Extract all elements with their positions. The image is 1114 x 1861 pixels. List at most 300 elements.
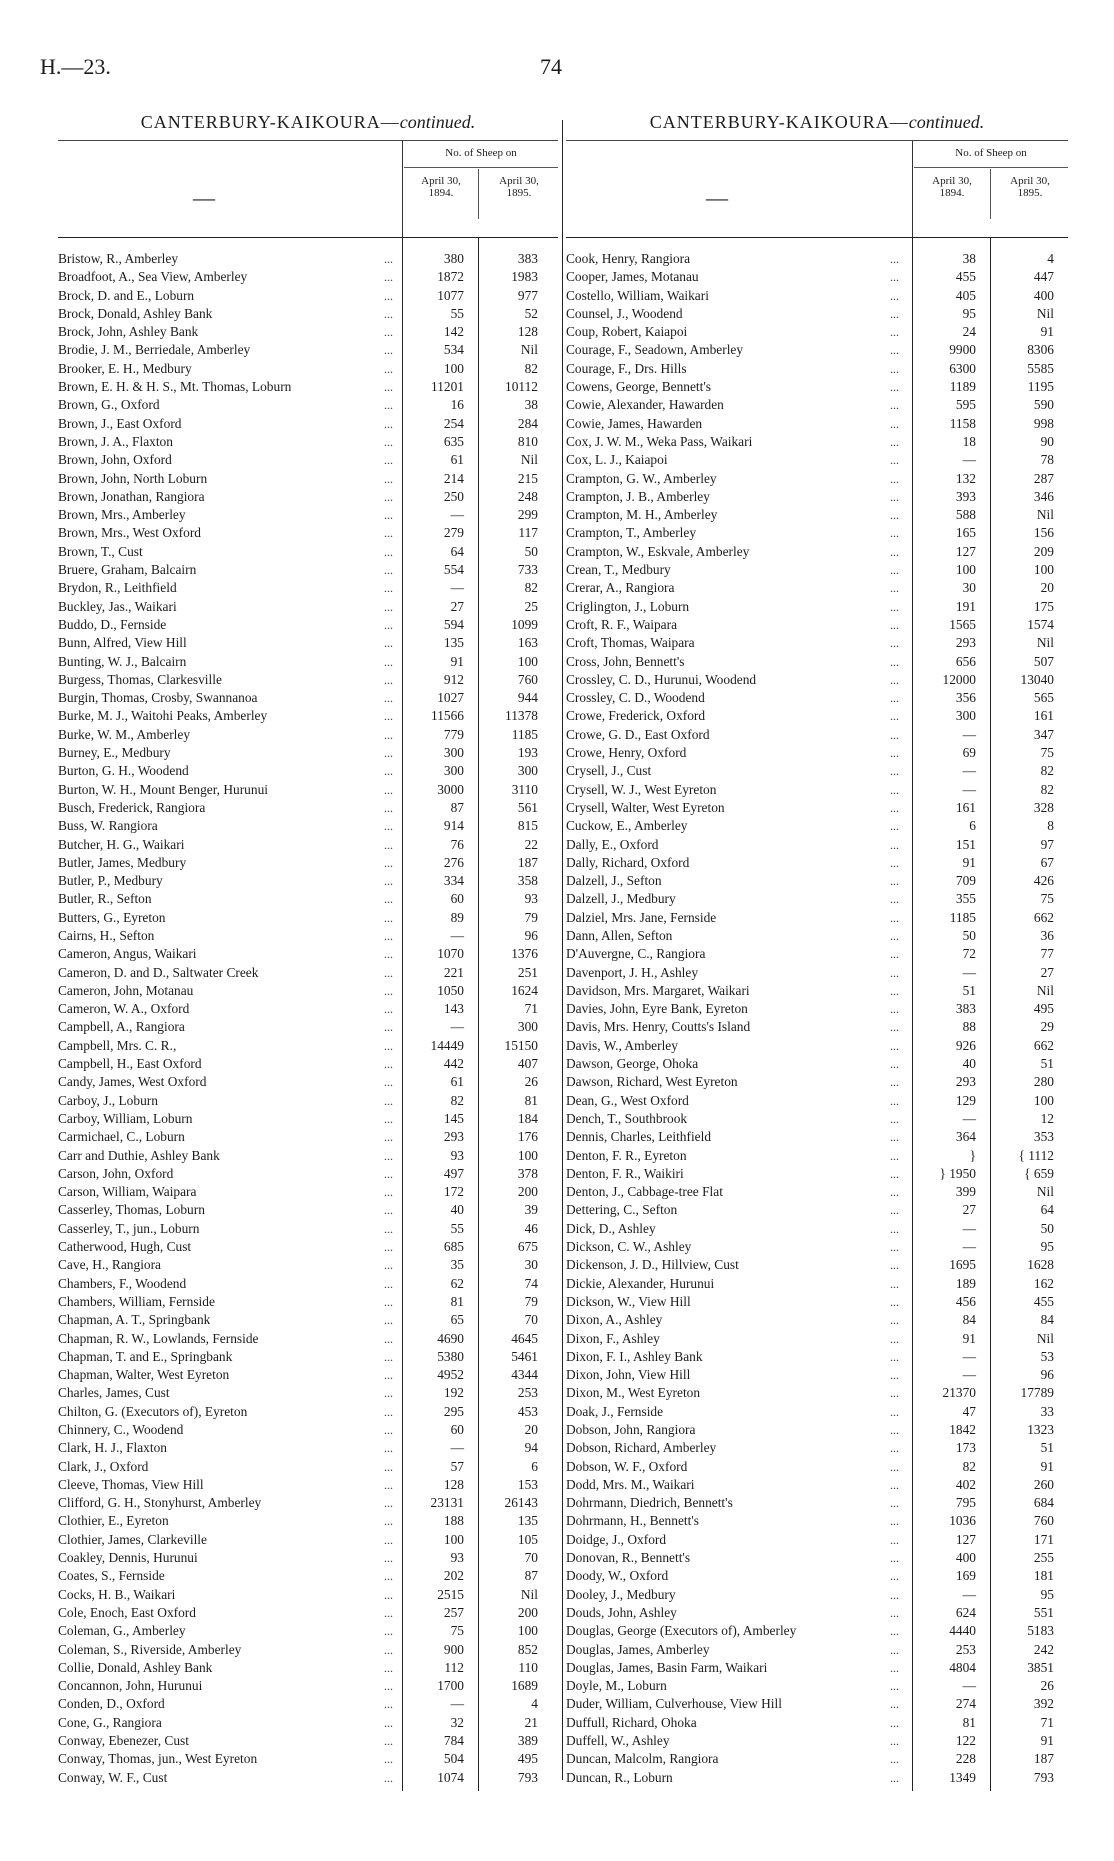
table-row	[58, 1183, 558, 1201]
table-row	[58, 964, 558, 982]
table-row	[58, 1201, 558, 1219]
sheep-1894: 60	[450, 891, 464, 907]
owner-name: Brown, John, Oxford	[58, 452, 172, 468]
table-row	[58, 671, 558, 689]
leader-dots: ...	[890, 928, 899, 943]
owner-name: Chambers, William, Fernside	[58, 1293, 215, 1309]
leader-dots: ...	[890, 1002, 899, 1017]
sheep-1895: 100	[517, 653, 538, 669]
owner-name: Butler, P., Medbury	[58, 873, 163, 889]
leader-dots: ...	[384, 983, 393, 998]
sheep-1894: 257	[443, 1604, 464, 1620]
owner-name: Croft, Thomas, Waipara	[566, 635, 695, 651]
sheep-1894: 127	[955, 1531, 976, 1547]
table-row	[58, 1330, 558, 1348]
table-row	[566, 1494, 1068, 1512]
sheep-1895: 176	[517, 1129, 538, 1145]
sheep-1895: 156	[1033, 525, 1054, 541]
table-row	[58, 1531, 558, 1549]
table-row	[566, 341, 1068, 359]
table-row	[58, 1732, 558, 1750]
table-row	[58, 1348, 558, 1366]
leader-dots: ...	[890, 1734, 899, 1749]
leader-dots: ...	[384, 672, 393, 687]
owner-name: Dalzell, J., Sefton	[566, 873, 662, 889]
table-row	[566, 817, 1068, 835]
table-row	[58, 543, 558, 561]
owner-name: Dalziel, Mrs. Jane, Fernside	[566, 909, 717, 925]
leader-dots: ...	[890, 434, 899, 449]
sheep-1894: 1070	[437, 946, 464, 962]
leader-dots: ...	[384, 325, 393, 340]
table-row	[566, 909, 1068, 927]
sheep-1894: 55	[450, 305, 464, 321]
sheep-1895: 495	[517, 1751, 538, 1767]
owner-name: Chapman, A. T., Springbank	[58, 1312, 211, 1328]
leader-dots: ...	[890, 1313, 899, 1328]
leader-dots: ...	[384, 1294, 393, 1309]
table-row	[58, 707, 558, 725]
sheep-1894: 87	[450, 799, 464, 815]
sheep-1895: 181	[1033, 1568, 1054, 1584]
leader-dots: ...	[384, 1240, 393, 1255]
owner-name: Conden, D., Oxford	[58, 1696, 165, 1712]
leader-dots: ...	[384, 398, 393, 413]
leader-dots: ...	[384, 654, 393, 669]
table-row	[566, 1586, 1068, 1604]
sheep-1895: 91	[1040, 324, 1054, 340]
leader-dots: ...	[384, 892, 393, 907]
table-row	[58, 1256, 558, 1274]
sheep-1894: 293	[443, 1129, 464, 1145]
sheep-1895: 1195	[1027, 379, 1054, 395]
table-row	[566, 799, 1068, 817]
sheep-1895: 453	[517, 1403, 538, 1419]
owner-name: Croft, R. F., Waipara	[566, 616, 678, 632]
leader-dots: ...	[890, 1404, 899, 1419]
sheep-1895: 26	[1040, 1678, 1054, 1694]
leader-dots: ...	[890, 489, 899, 504]
sheep-1894: 784	[443, 1733, 464, 1749]
sheep-1894: 84	[962, 1312, 976, 1328]
table-row	[58, 561, 558, 579]
leader-dots: ...	[384, 782, 393, 797]
sheep-1894: —	[962, 452, 976, 468]
leader-dots: ...	[384, 270, 393, 285]
table-row	[58, 653, 558, 671]
table-row	[566, 1567, 1068, 1585]
owner-name: Dickson, C. W., Ashley	[566, 1239, 692, 1255]
sheep-1895: 6	[531, 1458, 538, 1474]
sheep-1895: 1323	[1027, 1422, 1054, 1437]
sheep-1895: 105	[517, 1531, 538, 1547]
owner-name: Burke, W. M., Amberley	[58, 726, 191, 742]
leader-dots: ...	[890, 1770, 899, 1785]
left-column-title: CANTERBURY-KAIKOURA—continued.	[140, 112, 476, 132]
leader-dots: ...	[890, 1368, 899, 1383]
sheep-1894: 27	[962, 1202, 976, 1218]
sheep-1894: 82	[450, 1092, 464, 1108]
leader-dots: ...	[384, 1532, 393, 1547]
owner-name: Douds, John, Ashley	[566, 1604, 677, 1620]
owner-name: Carson, William, Waipara	[58, 1184, 197, 1200]
sheep-1895: 91	[1040, 1733, 1054, 1749]
sheep-1895: 46	[524, 1220, 538, 1236]
owner-name: Buckley, Jas., Waikari	[58, 598, 177, 614]
sheep-1894: 1077	[437, 287, 464, 303]
owner-name: Cowie, James, Hawarden	[566, 415, 703, 431]
owner-name: Clothier, James, Clarkeville	[58, 1531, 207, 1547]
sheep-1894: —	[450, 927, 464, 943]
sheep-1894: 442	[443, 1056, 464, 1072]
sheep-1894: 89	[450, 909, 464, 925]
owner-name: Cook, Henry, Rangiora	[566, 251, 691, 266]
sheep-1894: 221	[443, 964, 464, 980]
sheep-1894: 594	[443, 616, 464, 632]
leader-dots: ...	[384, 380, 393, 395]
table-row	[58, 433, 558, 451]
sheep-1895: Nil	[1036, 1184, 1054, 1200]
sheep-1894: 21370	[942, 1385, 976, 1401]
leader-dots: ...	[384, 1258, 393, 1273]
leader-dots: ...	[384, 1587, 393, 1602]
leader-dots: ...	[890, 965, 899, 980]
table-row	[566, 634, 1068, 652]
table-row	[58, 1110, 558, 1128]
sheep-1894: 60	[450, 1422, 464, 1437]
table-row	[566, 360, 1068, 378]
sheep-1895: 100	[517, 1623, 538, 1639]
sheep-1894: 1027	[437, 690, 464, 706]
sheep-1894: 253	[955, 1641, 976, 1657]
leader-dots: ...	[890, 617, 899, 632]
leader-dots: ...	[890, 471, 899, 486]
leader-dots: ...	[890, 563, 899, 578]
owner-name: Butcher, H. G., Waikari	[58, 836, 185, 852]
sheep-1894: 1565	[949, 616, 976, 632]
sheep-1894: 91	[450, 653, 464, 669]
owner-name: Crampton, M. H., Amberley	[566, 507, 718, 523]
sheep-1894: 624	[955, 1604, 976, 1620]
owner-name: Cone, G., Rangiora	[58, 1714, 162, 1730]
leader-dots: ...	[890, 672, 899, 687]
owner-name: Dixon, F. I., Ashley Bank	[566, 1348, 703, 1364]
table-row	[566, 872, 1068, 890]
sheep-1894: 4952	[437, 1367, 464, 1383]
leader-dots: ...	[384, 1715, 393, 1730]
owner-name: Cox, L. J., Kaiapoi	[566, 452, 668, 468]
leader-dots: ...	[890, 380, 899, 395]
sheep-1895: 662	[1033, 909, 1054, 925]
table-row	[58, 1659, 558, 1677]
sheep-1895: 36	[1040, 927, 1054, 943]
sheep-1894: 135	[443, 635, 464, 651]
owner-name: Cameron, John, Motanau	[58, 982, 194, 998]
sheep-1894: 293	[955, 1074, 976, 1090]
leader-dots: ...	[384, 947, 393, 962]
sheep-1894: 274	[955, 1696, 976, 1712]
leader-dots: ...	[384, 1551, 393, 1566]
sheep-1895: 4645	[511, 1330, 538, 1346]
owner-name: Burton, W. H., Mount Benger, Hurunui	[58, 781, 268, 797]
sheep-1894: 1842	[949, 1422, 976, 1437]
sheep-1894: 4440	[949, 1623, 976, 1639]
owner-name: Denton, F. R., Waikiri	[566, 1165, 684, 1181]
sheep-1894: 779	[443, 726, 464, 742]
owner-name: Carboy, J., Loburn	[58, 1092, 158, 1108]
sheep-1895: 3851	[1027, 1659, 1054, 1675]
sheep-1894: —	[962, 726, 976, 742]
leader-dots: ...	[890, 1605, 899, 1620]
sheep-1894: 400	[955, 1550, 976, 1566]
table-row	[566, 1695, 1068, 1713]
leader-dots: ...	[384, 1276, 393, 1291]
sheep-1895: 79	[524, 1293, 538, 1309]
table-row	[566, 1165, 1068, 1183]
leader-dots: ...	[384, 709, 393, 724]
table-row	[566, 305, 1068, 323]
owner-name: Buddo, D., Fernside	[58, 616, 167, 632]
leader-dots: ...	[890, 1660, 899, 1675]
sheep-1894: 300	[443, 745, 464, 761]
leader-dots: ...	[890, 983, 899, 998]
sheep-1895: 77	[1040, 946, 1054, 962]
sheep-1895: 51	[1040, 1440, 1054, 1456]
leader-dots: ...	[890, 288, 899, 303]
table-row	[58, 1750, 558, 1768]
sheep-1895: 662	[1033, 1037, 1054, 1053]
leader-dots: ...	[890, 1459, 899, 1474]
right-column	[566, 112, 1068, 1787]
sheep-1894: 38	[962, 251, 976, 266]
sheep-1894: 91	[962, 854, 976, 870]
owner-name: Cameron, D. and D., Saltwater Creek	[58, 964, 259, 980]
leader-dots: ...	[384, 453, 393, 468]
owner-name: Burgin, Thomas, Crosby, Swannanoa	[58, 690, 258, 706]
leader-dots: ...	[890, 1514, 899, 1529]
leader-dots: ...	[384, 1404, 393, 1419]
sheep-1895: Nil	[1036, 982, 1054, 998]
owner-name: Brown, E. H. & H. S., Mt. Thomas, Loburn	[58, 379, 292, 395]
sheep-1894: 355	[955, 891, 976, 907]
owner-name: Dawson, Richard, West Eyreton	[566, 1074, 738, 1090]
owner-name: Campbell, H., East Oxford	[58, 1056, 202, 1072]
leader-dots: ...	[384, 1349, 393, 1364]
sheep-1894: 23131	[430, 1495, 464, 1511]
table-row	[566, 378, 1068, 396]
page-number: 74	[540, 54, 562, 79]
table-row	[566, 1275, 1068, 1293]
table-row	[566, 470, 1068, 488]
sheep-1895: 25	[524, 598, 538, 614]
owner-name: Candy, James, West Oxford	[58, 1074, 207, 1090]
owner-name: Clothier, E., Eyreton	[58, 1513, 169, 1529]
leader-dots: ...	[890, 1075, 899, 1090]
table-row	[58, 927, 558, 945]
owner-name: Dixon, F., Ashley	[566, 1330, 660, 1346]
sheep-1895: 4344	[511, 1367, 538, 1383]
leader-dots: ...	[890, 1130, 899, 1145]
sheep-1895: 1574	[1027, 616, 1054, 632]
sheep-1895: Nil	[1036, 635, 1054, 651]
owner-name: Dobson, W. F., Oxford	[566, 1458, 688, 1474]
sheep-1894: 300	[443, 763, 464, 779]
owner-name: Chambers, F., Woodend	[58, 1275, 187, 1291]
table-row	[58, 1458, 558, 1476]
owner-name: Conway, W. F., Cust	[58, 1769, 168, 1785]
sheep-group-header: No. of Sheep on	[445, 147, 517, 159]
sheep-1894: 399	[955, 1184, 976, 1200]
owner-column-dash: —	[193, 185, 215, 210]
sheep-1894: 64	[450, 543, 464, 559]
table-row	[58, 287, 558, 305]
owner-name: Crossley, C. D., Woodend	[566, 690, 705, 706]
leader-dots: ...	[890, 1111, 899, 1126]
leader-dots: ...	[384, 928, 393, 943]
leader-dots: ...	[890, 1624, 899, 1639]
table-row	[566, 1238, 1068, 1256]
sheep-1895: { 659	[1024, 1165, 1054, 1181]
table-row	[58, 1622, 558, 1640]
leader-dots: ...	[890, 1752, 899, 1767]
leader-dots: ...	[384, 1514, 393, 1529]
sheep-1895: 21	[524, 1714, 538, 1730]
sheep-1894: 189	[955, 1275, 976, 1291]
table-row	[566, 1330, 1068, 1348]
owner-name: Crysell, Walter, West Eyreton	[566, 799, 725, 815]
table-row	[58, 1384, 558, 1402]
table-row	[566, 726, 1068, 744]
leader-dots: ...	[384, 1203, 393, 1218]
sheep-1895: 200	[517, 1604, 538, 1620]
owner-name: Dann, Allen, Sefton	[566, 927, 673, 943]
sheep-1895: 215	[517, 470, 538, 486]
leader-dots: ...	[384, 1477, 393, 1492]
leader-dots: ...	[890, 800, 899, 815]
owner-name: Carr and Duthie, Ashley Bank	[58, 1147, 220, 1163]
sheep-1895: 815	[517, 818, 538, 834]
owner-name: Costello, William, Waikari	[566, 287, 709, 303]
sheep-1895: 383	[517, 251, 538, 266]
sheep-1894: —	[962, 763, 976, 779]
leader-dots: ...	[890, 1349, 899, 1364]
owner-name: Coup, Robert, Kaiapoi	[566, 324, 688, 340]
leader-dots: ...	[890, 892, 899, 907]
leader-dots: ...	[384, 1679, 393, 1694]
sheep-1895: 255	[1033, 1550, 1054, 1566]
sheep-1895: 74	[524, 1275, 538, 1291]
sheep-1894: 1185	[949, 909, 976, 925]
sheep-1894: 50	[962, 927, 976, 943]
left-table-header	[58, 140, 558, 238]
sheep-1894: 1074	[437, 1769, 464, 1785]
leader-dots: ...	[890, 1166, 899, 1181]
sheep-1894: 12000	[942, 671, 976, 687]
sheep-1894: 142	[443, 324, 464, 340]
owner-name: Davies, John, Eyre Bank, Eyreton	[566, 1001, 748, 1017]
table-row	[566, 287, 1068, 305]
owner-name: Cameron, W. A., Oxford	[58, 1001, 190, 1017]
leader-dots: ...	[890, 709, 899, 724]
sheep-1894: 127	[955, 543, 976, 559]
sheep-1895: 12	[1040, 1110, 1054, 1126]
sheep-1894: 3000	[437, 781, 464, 797]
table-row	[58, 1293, 558, 1311]
sheep-1895: Nil	[1036, 305, 1054, 321]
leader-dots: ...	[384, 1057, 393, 1072]
sheep-1894: 635	[443, 433, 464, 449]
sheep-1895: 392	[1033, 1696, 1054, 1712]
sheep-1895: 94	[524, 1440, 538, 1456]
owner-name: Brock, Donald, Ashley Bank	[58, 305, 213, 321]
leader-dots: ...	[384, 1221, 393, 1236]
sheep-1895: 3110	[511, 781, 538, 797]
sheep-1895: 52	[524, 305, 538, 321]
leader-dots: ...	[890, 1423, 899, 1437]
sheep-1895: 426	[1033, 873, 1054, 889]
sheep-1894: 214	[443, 470, 464, 486]
owner-name: Cowie, Alexander, Hawarden	[566, 397, 724, 413]
sheep-1894: —	[450, 1019, 464, 1035]
sheep-1894: 128	[443, 1476, 464, 1492]
table-row	[58, 634, 558, 652]
sheep-1895: 358	[517, 873, 538, 889]
sheep-1895: 70	[524, 1550, 538, 1566]
leader-dots: ...	[384, 544, 393, 559]
table-row	[58, 1439, 558, 1457]
sheep-1894: 254	[443, 415, 464, 431]
table-row	[566, 1604, 1068, 1622]
leader-dots: ...	[890, 508, 899, 523]
table-row	[566, 781, 1068, 799]
sheep-1894: 27	[450, 598, 464, 614]
table-row	[566, 1421, 1068, 1439]
owner-name: Crowe, Frederick, Oxford	[566, 708, 706, 724]
owner-name: Douglas, James, Basin Farm, Waikari	[566, 1659, 768, 1675]
leader-dots: ...	[384, 252, 393, 266]
owner-name: Courage, F., Seadown, Amberley	[566, 342, 744, 358]
leader-dots: ...	[890, 270, 899, 285]
owner-name: Bunting, W. J., Balcairn	[58, 653, 187, 669]
table-row	[566, 1549, 1068, 1567]
owner-name: Dooley, J., Medbury	[566, 1586, 676, 1602]
sheep-1894: 62	[450, 1275, 464, 1291]
table-row	[58, 799, 558, 817]
owner-name: Dickenson, J. D., Hillview, Cust	[566, 1257, 739, 1273]
sheep-1895: 193	[517, 745, 538, 761]
owner-name: Brodie, J. M., Berriedale, Amberley	[58, 342, 251, 358]
sheep-1894: —	[962, 1220, 976, 1236]
leader-dots: ...	[890, 1477, 899, 1492]
owner-name: Butler, R., Sefton	[58, 891, 152, 907]
leader-dots: ...	[890, 252, 899, 266]
sheep-1894: 35	[450, 1257, 464, 1273]
leader-dots: ...	[384, 1734, 393, 1749]
leader-dots: ...	[890, 1441, 899, 1456]
sheep-1894: 57	[450, 1458, 464, 1474]
table-row	[566, 762, 1068, 780]
table-row	[566, 1458, 1068, 1476]
leader-dots: ...	[384, 819, 393, 834]
sheep-1894: 172	[443, 1184, 464, 1200]
leader-dots: ...	[890, 1496, 899, 1511]
sheep-1894: 356	[955, 690, 976, 706]
table-row	[58, 598, 558, 616]
owner-name: Carson, John, Oxford	[58, 1165, 174, 1181]
owner-name: Brown, G., Oxford	[58, 397, 160, 413]
sheep-1895: 70	[524, 1312, 538, 1328]
owner-name: Concannon, John, Hurunui	[58, 1678, 203, 1694]
